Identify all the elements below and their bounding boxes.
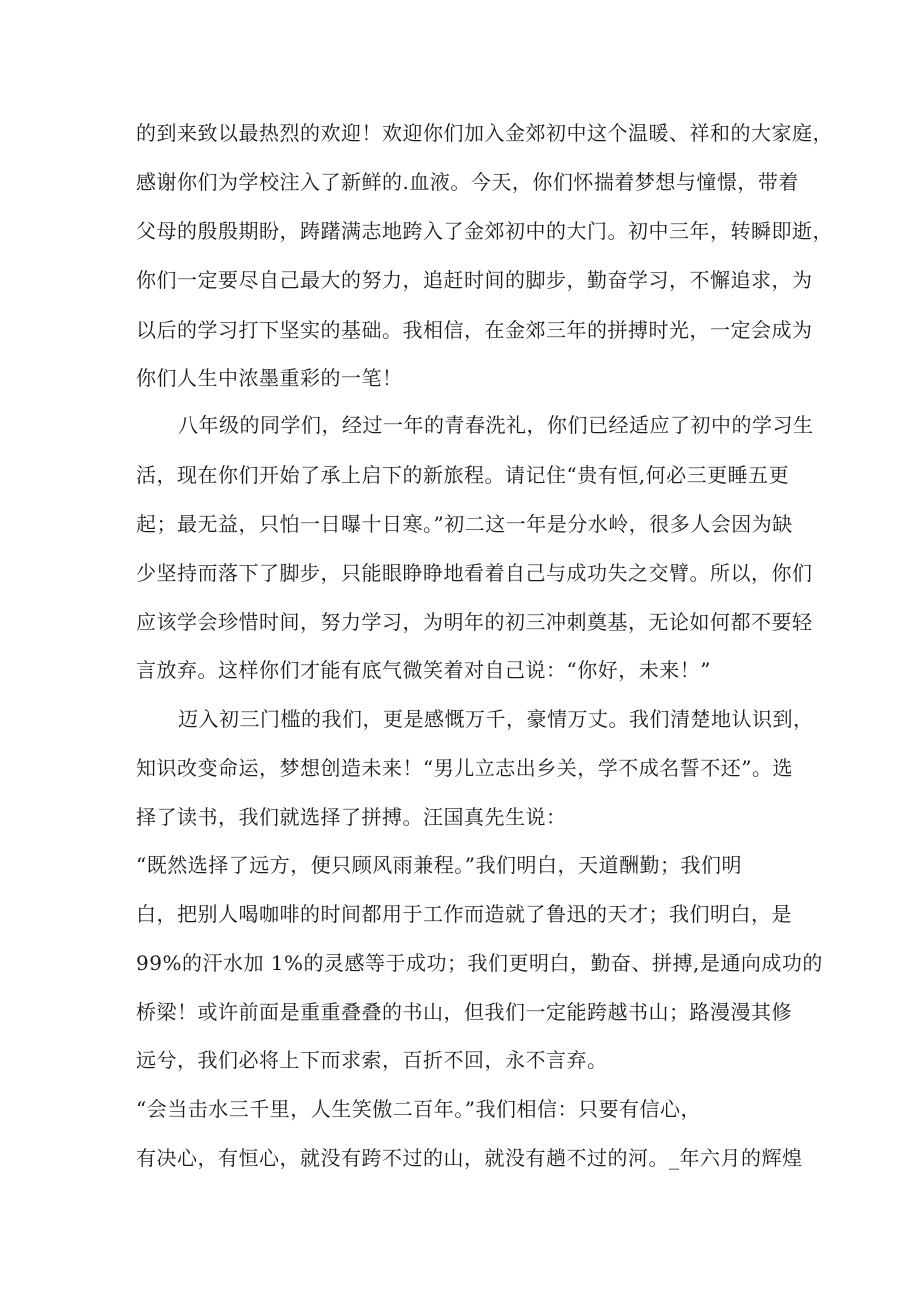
text-line: 感谢你们为学校注入了新鲜的.血液。今天，你们怀揣着梦想与憧憬，带着 <box>136 170 799 194</box>
text-line: 有决心，有恒心，就没有跨不过的山，就没有趟不过的河。_年六月的辉煌 <box>136 1146 803 1170</box>
text-line: 远兮，我们必将上下而求索，百折不回，永不言弃。 <box>136 1048 608 1072</box>
text-line: “会当击水三千里，人生笑傲二百年。”我们相信：只要有信心， <box>136 1097 701 1121</box>
text-line: 你们一定要尽自己最大的努力，追赶时间的脚步，勤奋学习，不懈追求，为 <box>136 268 813 292</box>
text-line: 以后的学习打下坚实的基础。我相信，在金郊三年的拼搏时光，一定会成为 <box>136 318 813 342</box>
text-line: “既然选择了远方，便只顾风雨兼程。”我们明白，天道酬勤；我们明 <box>136 853 742 877</box>
text-line: 活，现在你们开始了承上启下的新旅程。请记住“贵有恒,何必三更睡五更 <box>136 463 790 487</box>
text-line: 桥梁！或许前面是重重叠叠的书山，但我们一定能跨越书山；路漫漫其修 <box>136 1000 792 1024</box>
text-line: 择了读书，我们就选择了拼搏。汪国真先生说： <box>136 805 567 829</box>
text-line: 少坚持而落下了脚步，只能眼睁睁地看着自己与成功失之交臂。所以，你们 <box>136 561 813 585</box>
text-line: 言放弃。这样你们才能有底气微笑着对自己说：“你好，未来！” <box>136 658 711 682</box>
text-line: 应该学会珍惜时间，努力学习，为明年的初三冲刺奠基，无论如何都不要轻 <box>136 610 813 634</box>
text-line: 的到来致以最热烈的欢迎！欢迎你们加入金郊初中这个温暖、祥和的大家庭， <box>136 121 833 145</box>
text-line: 白，把别人喝咖啡的时间都用于工作而造就了鲁迅的天才；我们明白，是 <box>136 902 792 926</box>
paragraph-start-line: 迈入初三门槛的我们，更是感慨万千，豪情万丈。我们清楚地认识到， <box>178 707 814 731</box>
text-line: 知识改变命运，梦想创造未来！“男儿立志出乡关，学不成名誓不还”。选 <box>136 756 793 780</box>
paragraph-start-line: 八年级的同学们，经过一年的青春洗礼，你们已经适应了初中的学习生 <box>178 413 814 437</box>
text-line: 父母的殷殷期盼，踌躇满志地跨入了金郊初中的大门。初中三年，转瞬即逝， <box>136 219 833 243</box>
text-line: 99%的汗水加 1%的灵感等于成功；我们更明白，勤奋、拼搏,是通向成功的 <box>136 951 823 975</box>
text-line: 起；最无益，只怕一日曝十日寒。”初二这一年是分水岭，很多人会因为缺 <box>136 512 793 536</box>
text-line: 你们人生中浓墨重彩的一笔！ <box>136 366 403 390</box>
